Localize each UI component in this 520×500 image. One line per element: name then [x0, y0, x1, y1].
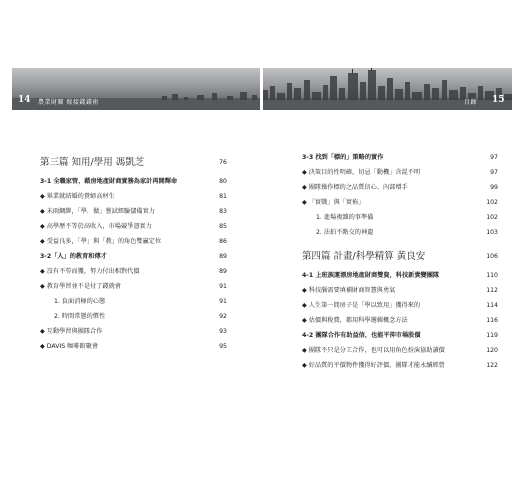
building-shape: [504, 94, 512, 100]
building-shape: [312, 92, 321, 100]
building-shape: [405, 82, 410, 100]
toc-entry-title: ◆ 教育學習並不是付了錢就會: [40, 283, 121, 290]
toc-entry-page: 85: [219, 223, 227, 230]
toc-entry[interactable]: [40, 204, 227, 219]
toc-entry-title: 第三篇 知用/學用 馮凱芝: [40, 157, 145, 168]
toc-entry-title: ◆ 「實戰」與「實佈」: [302, 199, 365, 206]
toc-entry-title: 2. 時間常態的慣性: [54, 313, 106, 320]
toc-entry[interactable]: [302, 210, 498, 225]
toc-entry-page: 89: [219, 253, 227, 260]
toc-entry-page: 119: [486, 332, 498, 339]
toc-entry-page: 76: [219, 159, 227, 166]
building-shape: [424, 84, 430, 100]
antenna-shape: [371, 68, 372, 71]
toc-entry-title: ◆ 好品質的平價物件獲得好評價，團隊才能永續經營: [302, 362, 445, 369]
building-shape: [304, 80, 310, 100]
right-page-number: 15: [492, 95, 505, 105]
toc-entry-title: 4-2 團隊合作有助益信，也能平抑市場股價: [302, 332, 421, 339]
toc-entry[interactable]: [302, 343, 498, 358]
toc-entry-page: 99: [490, 184, 498, 191]
toc-entry[interactable]: [40, 294, 227, 309]
toc-entry-title: 3-3 找到「標的」策略的實作: [302, 154, 384, 161]
toc-entry-title: ◆ 沒有不勞而獲，努力付出相對代價: [40, 268, 140, 275]
building-shape: [442, 80, 447, 100]
building-shape: [432, 88, 439, 100]
building-shape: [294, 88, 301, 100]
toc-entry-page: 91: [219, 298, 227, 305]
toc-entry-title: ◆ 受益良多，「學」與「教」的角色雙贏定位: [40, 238, 162, 245]
toc-entry-page: 114: [486, 302, 498, 309]
toc-entry[interactable]: [302, 225, 498, 240]
toc-part-heading[interactable]: [40, 152, 227, 174]
toc-entry-page: 120: [486, 347, 498, 354]
building-shape: [478, 86, 483, 100]
building-shape: [395, 89, 403, 100]
left-running-title: 農業財閥 嫁接錢錢術: [38, 99, 99, 106]
toc-entry-page: 86: [219, 238, 227, 245]
right-toc-column: [302, 150, 498, 373]
building-shape: [378, 86, 385, 100]
left-toc-column: [40, 152, 227, 354]
toc-entry[interactable]: [40, 309, 227, 324]
toc-entry-page: 83: [219, 208, 227, 215]
toc-section-entry[interactable]: [302, 328, 498, 343]
toc-entry[interactable]: [40, 279, 227, 294]
toc-entry-title: 4-1 上班族運漂房地產財商雙資，科技新貴變團隊: [302, 272, 440, 279]
toc-entry-page: 112: [486, 287, 498, 294]
building-shape: [449, 90, 458, 100]
building-shape: [197, 95, 204, 100]
toc-entry-title: ◆ 互動學習與團隊合作: [40, 328, 103, 335]
toc-entry-page: 102: [486, 214, 498, 221]
toc-entry-page: 116: [486, 317, 498, 324]
toc-entry-page: 97: [490, 169, 498, 176]
building-shape: [287, 83, 292, 100]
toc-entry-title: ◆ 團隊操作標的之品質信心、內部增手: [302, 184, 408, 191]
building-shape: [348, 73, 358, 100]
toc-entry[interactable]: [40, 339, 227, 354]
toc-entry-page: 97: [490, 154, 498, 161]
toc-entry[interactable]: [302, 195, 498, 210]
building-shape: [360, 82, 366, 100]
building-shape: [184, 97, 188, 100]
toc-entry-title: 3-2「人」的教育和傳才: [40, 253, 107, 260]
toc-entry-page: 95: [219, 343, 227, 350]
toc-entry-page: 122: [486, 362, 498, 369]
toc-entry-title: 3-1 全職家管，藉房地產財商實務為家計再開輝命: [40, 178, 178, 185]
toc-section-entry[interactable]: [40, 174, 227, 189]
building-shape: [412, 92, 422, 100]
toc-section-entry[interactable]: [302, 150, 498, 165]
building-shape: [387, 78, 393, 100]
toc-entry[interactable]: [40, 324, 227, 339]
toc-entry-title: 第四篇 計畫/科學精算 黃良安: [302, 251, 426, 262]
toc-entry[interactable]: [40, 234, 227, 249]
building-shape: [212, 93, 217, 100]
toc-entry-title: ◆ DAVIS 咖啡館聚會: [40, 343, 99, 350]
toc-entry[interactable]: [302, 298, 498, 313]
toc-entry-page: 92: [219, 313, 227, 320]
toc-section-entry[interactable]: [302, 268, 498, 283]
left-page-number: 14: [18, 95, 31, 105]
toc-entry-page: 89: [219, 268, 227, 275]
toc-section-entry[interactable]: [40, 249, 227, 264]
toc-entry-title: 2. 法拍不點交的神遺: [316, 229, 374, 236]
building-shape: [172, 94, 178, 100]
toc-entry[interactable]: [40, 219, 227, 234]
toc-entry-page: 93: [219, 328, 227, 335]
toc-entry-page: 91: [219, 283, 227, 290]
building-shape: [330, 76, 337, 100]
book-spread: [12, 68, 512, 390]
toc-entry-title: ◆ 畢業就結婚的貴婦高材生: [40, 193, 115, 200]
toc-entry[interactable]: [40, 264, 227, 279]
toc-entry-title: ◆ 團隊不只是分工合作，也可以用角色扮演協助讀價: [302, 347, 445, 354]
toc-entry-title: ◆ 科技腦需要填補財商智慧與勇氣: [302, 287, 396, 294]
building-shape: [339, 88, 345, 100]
toc-entry-page: 81: [219, 193, 227, 200]
toc-entry-page: 110: [486, 272, 498, 279]
toc-entry[interactable]: [302, 283, 498, 298]
building-shape: [252, 95, 257, 100]
toc-entry-title: ◆ 高學歷不等於高收入，市場競爭憑實力: [40, 223, 152, 230]
building-shape: [323, 85, 328, 100]
toc-entry-page: 80: [219, 178, 227, 185]
right-running-title: 目錄: [464, 99, 478, 106]
toc-entry-title: ◆ 人生第一間房子是「學以致用」獲得來的: [302, 302, 421, 309]
toc-entry-page: 103: [486, 229, 498, 236]
toc-entry[interactable]: [302, 180, 498, 195]
toc-entry[interactable]: [302, 358, 498, 373]
building-shape: [227, 96, 233, 100]
antenna-shape: [352, 69, 353, 73]
toc-entry-title: ◆ 估價與稅費，都用科學邏輯概念方法: [302, 317, 408, 324]
toc-entry[interactable]: [302, 313, 498, 328]
toc-entry-title: 1. 進場複雜的事準備: [316, 214, 374, 221]
building-shape: [162, 96, 167, 100]
toc-entry-title: ◆ 決策目的性明確，切忌「動機」含混不明: [302, 169, 421, 176]
toc-entry-page: 102: [486, 199, 498, 206]
toc-part-heading[interactable]: [302, 246, 498, 268]
building-shape: [368, 70, 376, 100]
building-shape: [240, 92, 247, 100]
building-shape: [270, 86, 275, 100]
toc-entry[interactable]: [302, 165, 498, 180]
page-gutter: [260, 68, 263, 390]
toc-entry-page: 106: [486, 253, 498, 260]
building-shape: [277, 93, 285, 100]
toc-entry-title: ◆ 未雨綢繆，「學．做」嘗試經驗儲備實力: [40, 208, 155, 215]
toc-entry-title: 1. 負面消極的心態: [54, 298, 106, 305]
toc-entry[interactable]: [40, 189, 227, 204]
